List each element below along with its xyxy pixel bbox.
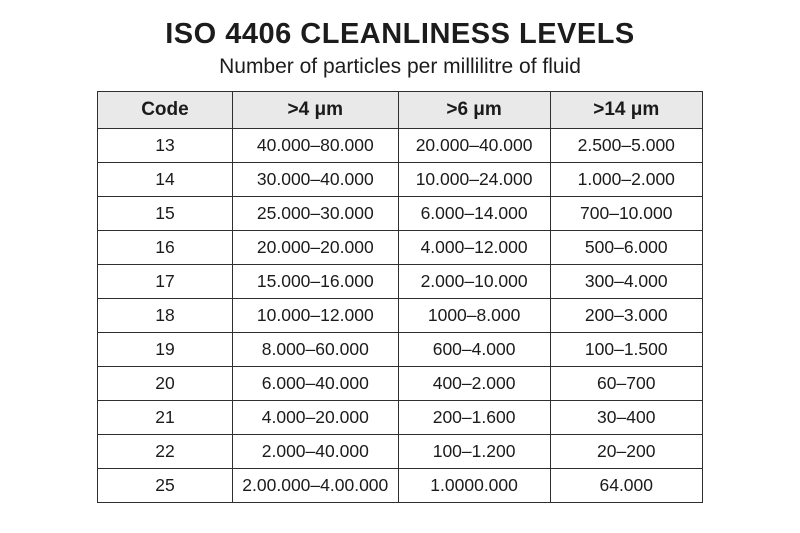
cell-code: 14: [98, 163, 233, 197]
table-row: [98, 129, 703, 163]
cell-gt14um: 2.500–5.000: [550, 129, 702, 163]
cell-gt4um: 8.000–60.000: [232, 333, 398, 367]
cell-gt4um: 6.000–40.000: [232, 367, 398, 401]
cleanliness-table: [97, 91, 703, 503]
cell-gt4um: 2.00.000–4.00.000: [232, 469, 398, 503]
cell-code: 15: [98, 197, 233, 231]
page-title: ISO 4406 CLEANLINESS LEVELS: [165, 18, 635, 50]
cell-gt4um: 15.000–16.000: [232, 265, 398, 299]
cell-gt6um: 20.000–40.000: [398, 129, 550, 163]
cell-code: 21: [98, 401, 233, 435]
table-row: [98, 367, 703, 401]
cell-gt6um: 400–2.000: [398, 367, 550, 401]
cell-code: 13: [98, 129, 233, 163]
column-header-gt4um: >4 μm: [232, 92, 398, 129]
cell-gt4um: 25.000–30.000: [232, 197, 398, 231]
cell-gt14um: 60–700: [550, 367, 702, 401]
cell-gt4um: 2.000–40.000: [232, 435, 398, 469]
table-row: [98, 299, 703, 333]
cell-code: 25: [98, 469, 233, 503]
cell-gt6um: 600–4.000: [398, 333, 550, 367]
cell-gt14um: 100–1.500: [550, 333, 702, 367]
cell-code: 17: [98, 265, 233, 299]
column-header-code: Code: [98, 92, 233, 129]
cell-gt4um: 10.000–12.000: [232, 299, 398, 333]
cell-code: 19: [98, 333, 233, 367]
cell-gt6um: 1000–8.000: [398, 299, 550, 333]
cell-gt6um: 4.000–12.000: [398, 231, 550, 265]
cell-gt4um: 20.000–20.000: [232, 231, 398, 265]
cell-gt4um: 30.000–40.000: [232, 163, 398, 197]
cell-code: 20: [98, 367, 233, 401]
cell-gt14um: 64.000: [550, 469, 702, 503]
table-row: [98, 469, 703, 503]
cell-code: 18: [98, 299, 233, 333]
cell-gt14um: 30–400: [550, 401, 702, 435]
table-row: [98, 163, 703, 197]
cell-gt14um: 300–4.000: [550, 265, 702, 299]
cell-gt6um: 6.000–14.000: [398, 197, 550, 231]
table-header-row: [98, 92, 703, 129]
cell-gt4um: 40.000–80.000: [232, 129, 398, 163]
table-row: [98, 265, 703, 299]
cell-gt6um: 100–1.200: [398, 435, 550, 469]
cell-gt14um: 200–3.000: [550, 299, 702, 333]
cell-code: 16: [98, 231, 233, 265]
table-row: [98, 231, 703, 265]
cell-gt14um: 20–200: [550, 435, 702, 469]
cell-gt6um: 1.0000.000: [398, 469, 550, 503]
page-subtitle: Number of particles per millilitre of fluid: [219, 55, 581, 78]
table-row: [98, 435, 703, 469]
table-row: [98, 333, 703, 367]
cell-gt4um: 4.000–20.000: [232, 401, 398, 435]
cell-gt14um: 1.000–2.000: [550, 163, 702, 197]
column-header-gt6um: >6 μm: [398, 92, 550, 129]
cell-gt6um: 200–1.600: [398, 401, 550, 435]
cell-gt6um: 2.000–10.000: [398, 265, 550, 299]
column-header-gt14um: >14 μm: [550, 92, 702, 129]
cell-gt6um: 10.000–24.000: [398, 163, 550, 197]
cell-gt14um: 700–10.000: [550, 197, 702, 231]
cell-gt14um: 500–6.000: [550, 231, 702, 265]
cell-code: 22: [98, 435, 233, 469]
table-row: [98, 401, 703, 435]
table-row: [98, 197, 703, 231]
